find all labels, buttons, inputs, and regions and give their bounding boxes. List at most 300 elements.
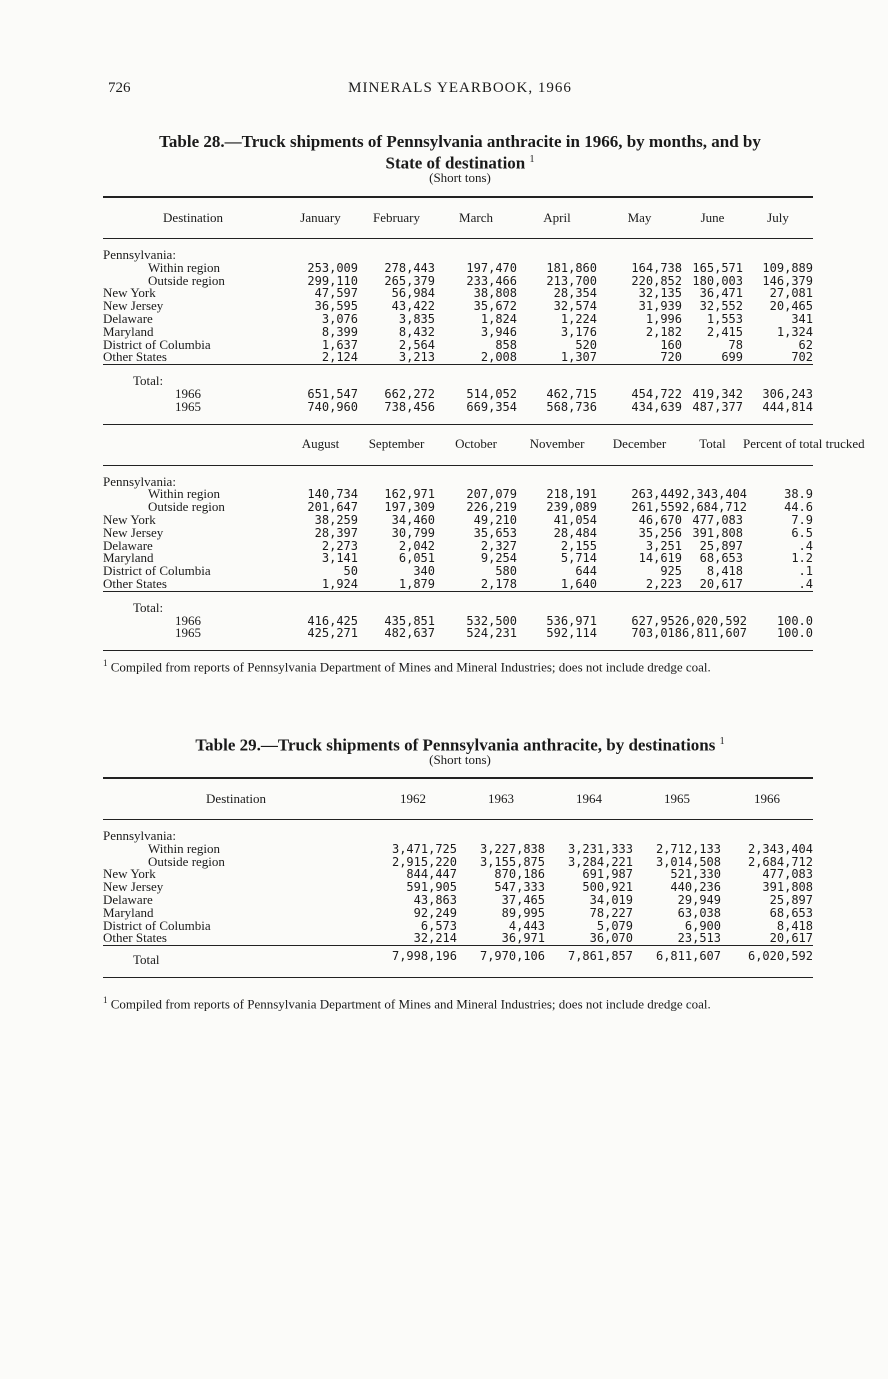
cell-value: 25,897: [769, 892, 813, 907]
cell-value: 68,653: [769, 905, 813, 920]
cell-value: 440,236: [670, 880, 721, 895]
table28-footnote-mark: 1: [529, 154, 535, 165]
spacer-cell: [633, 820, 721, 831]
cell-value: 3,231,333: [567, 841, 633, 856]
total-row: [103, 627, 813, 640]
empty-cell: [283, 602, 358, 615]
cell-value: 3,213: [398, 350, 435, 365]
spacer-cell: [597, 465, 682, 476]
column-header: May: [597, 197, 682, 239]
cell-value: 165,571: [692, 260, 743, 275]
total-header-row: [103, 602, 813, 615]
cell-value: 2,415: [706, 324, 743, 339]
cell-value: 2,564: [398, 337, 435, 352]
cell-value: 63,038: [677, 905, 721, 920]
cell-value: 1,879: [398, 576, 435, 591]
cell-value: 56,984: [391, 286, 435, 301]
year-label: 1965: [175, 625, 201, 641]
spacer-row: [103, 365, 813, 376]
spacer-cell: [103, 591, 283, 602]
cell-value: 2,273: [321, 538, 358, 553]
cell-value: 32,552: [699, 299, 743, 314]
row-label: Other States: [103, 930, 167, 946]
cell-value: 2,712,133: [655, 841, 721, 856]
spacer-cell: [597, 414, 682, 425]
cell-value: 35,672: [473, 299, 517, 314]
row-label: Within region: [148, 259, 221, 275]
cell-value: 164,738: [631, 260, 682, 275]
cell-value: 30,799: [391, 525, 435, 540]
cell-value: 36,971: [501, 931, 545, 946]
total-value: 462,715: [546, 386, 597, 401]
cell-value: 8,399: [321, 324, 358, 339]
spacer-cell: [597, 365, 682, 376]
spacer-cell: [435, 365, 517, 376]
year-label: 1965: [175, 398, 201, 414]
cell-value: 38.9: [784, 487, 813, 502]
cell-value: 68,653: [699, 551, 743, 566]
column-header: November: [517, 424, 597, 465]
row-label: New Jersey: [103, 879, 164, 895]
total-value: 7,861,857: [545, 946, 633, 967]
cell-value: 29,949: [677, 892, 721, 907]
cell-value: 547,333: [494, 880, 545, 895]
cell-value: 1.2: [791, 551, 813, 566]
spacer-cell: [103, 640, 283, 651]
spacer-cell: [682, 365, 743, 376]
total-label: Total:: [133, 373, 164, 389]
column-header: October: [435, 424, 517, 465]
cell-value: 226,219: [466, 500, 517, 515]
cell-value: 5,079: [596, 918, 633, 933]
cell-value: 109,889: [762, 260, 813, 275]
cell-value: 34,019: [589, 892, 633, 907]
total-value: 100.0: [776, 613, 813, 628]
cell-value: 2,327: [480, 538, 517, 553]
row-label: Outside region: [148, 499, 225, 515]
spacer-cell: [283, 465, 358, 476]
cell-value: 2,042: [398, 538, 435, 553]
cell-value: 32,574: [553, 299, 597, 314]
footnote-mark: 1: [103, 995, 108, 1005]
spacer-cell: [545, 967, 633, 978]
cell-value: 691,987: [582, 867, 633, 882]
row-label: Delaware: [103, 310, 153, 326]
spacer-cell: [457, 820, 545, 831]
cell-value: 1,996: [645, 311, 682, 326]
cell-value: 6.5: [791, 525, 813, 540]
spacer-cell: [545, 820, 633, 831]
row-label: District of Columbia: [103, 917, 211, 933]
group-label: Pennsylvania:: [103, 473, 176, 489]
spacer-cell: [435, 465, 517, 476]
cell-value: 1,324: [776, 324, 813, 339]
cell-value: 2,684,712: [682, 500, 748, 515]
cell-value: 2,343,404: [747, 841, 813, 856]
cell-value: 160: [660, 337, 682, 352]
cell-value: 50: [343, 564, 358, 579]
cell-value: 32,135: [638, 286, 682, 301]
cell-value: 870,186: [494, 867, 545, 882]
cell-value: 477,083: [692, 512, 743, 527]
cell-value: 2,915,220: [391, 854, 457, 869]
column-header: April: [517, 197, 597, 239]
cell-value: 8,418: [776, 918, 813, 933]
cell-value: 5,714: [560, 551, 597, 566]
footnote-mark: 1: [103, 658, 108, 668]
spacer-cell: [358, 640, 435, 651]
spacer-cell: [597, 640, 682, 651]
cell-value: 3,835: [398, 311, 435, 326]
cell-value: 702: [791, 350, 813, 365]
cell-value: 233,466: [466, 273, 517, 288]
cell-value: 3,227,838: [479, 841, 545, 856]
cell-value: 201,647: [307, 500, 358, 515]
row-label: Other States: [103, 575, 167, 591]
cell-value: 591,905: [406, 880, 457, 895]
column-header: Percent of total trucked: [743, 424, 813, 465]
spacer-cell: [682, 465, 743, 476]
cell-value: 858: [495, 337, 517, 352]
spacer-cell: [517, 239, 597, 250]
total-value: 435,851: [384, 613, 435, 628]
row-label: Within region: [148, 840, 221, 856]
spacer-cell: [283, 239, 358, 250]
table-row: [103, 894, 813, 907]
spacer-cell: [435, 239, 517, 250]
total-row: [103, 388, 813, 401]
empty-cell: [597, 602, 682, 615]
table28-title-line2: State of destination: [385, 153, 526, 173]
spacer-cell: [103, 365, 283, 376]
cell-value: 23,513: [677, 931, 721, 946]
row-label: New Jersey: [103, 524, 164, 540]
total-row: [103, 401, 813, 414]
cell-value: 500,921: [582, 880, 633, 895]
year-label: 1966: [175, 385, 201, 401]
cell-value: 644: [575, 564, 597, 579]
spacer-cell: [457, 967, 545, 978]
column-header: March: [435, 197, 517, 239]
page-number: 726: [108, 80, 131, 96]
spacer-cell: [358, 365, 435, 376]
row-label: New York: [103, 285, 156, 301]
cell-value: 47,597: [314, 286, 358, 301]
table-row: [103, 339, 813, 352]
total-value: 627,952: [631, 613, 682, 628]
spacer-cell: [721, 820, 813, 831]
cell-value: 146,379: [762, 273, 813, 288]
row-label: Maryland: [103, 323, 154, 339]
column-header: 1962: [369, 778, 457, 820]
cell-value: 2,343,404: [682, 487, 748, 502]
cell-value: 46,670: [638, 512, 682, 527]
spacer-cell: [743, 640, 813, 651]
cell-value: 580: [495, 564, 517, 579]
cell-value: 89,995: [501, 905, 545, 920]
cell-value: 6,051: [398, 551, 435, 566]
cell-value: 1,637: [321, 337, 358, 352]
cell-value: 391,808: [692, 525, 743, 540]
total-value: 524,231: [466, 626, 517, 641]
total-value: 7,998,196: [369, 946, 457, 967]
table-row: [103, 514, 813, 527]
empty-cell: [743, 602, 813, 615]
cell-value: 1,307: [560, 350, 597, 365]
cell-value: 213,700: [546, 273, 597, 288]
total-value: 536,971: [546, 613, 597, 628]
spacer-cell: [358, 465, 435, 476]
spacer-cell: [633, 967, 721, 978]
total-value: 482,637: [384, 626, 435, 641]
total-value: 425,271: [307, 626, 358, 641]
total-value: 416,425: [307, 613, 358, 628]
cell-value: 2,223: [645, 576, 682, 591]
total-value: 7,970,106: [457, 946, 545, 967]
spacer-cell: [597, 591, 682, 602]
footnote-text: Compiled from reports of Pennsylvania Department of Mines and Mineral Industries; does not include dredge coal.: [110, 996, 711, 1012]
total-value: 434,639: [631, 399, 682, 414]
spacer-cell: [435, 640, 517, 651]
cell-value: 3,176: [560, 324, 597, 339]
cell-value: 1,224: [560, 311, 597, 326]
cell-value: 207,079: [466, 487, 517, 502]
cell-value: 2,155: [560, 538, 597, 553]
cell-value: .4: [798, 576, 813, 591]
spacer-cell: [103, 414, 283, 425]
total-label: Total: [103, 946, 369, 967]
spacer-row: [103, 239, 813, 250]
empty-cell: [682, 602, 743, 615]
spacer-cell: [435, 414, 517, 425]
cell-value: 197,309: [384, 500, 435, 515]
cell-value: 3,155,875: [479, 854, 545, 869]
table28-title-line1: Table 28.—Truck shipments of Pennsylvania anthracite in 1966, by months, and by: [159, 132, 761, 151]
cell-value: 38,808: [473, 286, 517, 301]
table28-footnote: [103, 657, 813, 673]
total-value: 740,960: [307, 399, 358, 414]
cell-value: .4: [798, 538, 813, 553]
spacer-cell: [743, 414, 813, 425]
spacer-row: [103, 967, 813, 978]
total-value: 6,811,607: [633, 946, 721, 967]
spacer-cell: [743, 365, 813, 376]
cell-value: 699: [721, 350, 743, 365]
cell-value: 3,014,508: [655, 854, 721, 869]
cell-value: 27,081: [769, 286, 813, 301]
cell-value: 20,617: [699, 576, 743, 591]
cell-value: 3,141: [321, 551, 358, 566]
column-header: Destination: [103, 778, 369, 820]
group-label: Pennsylvania:: [103, 828, 176, 843]
total-value: 454,722: [631, 386, 682, 401]
cell-value: 720: [660, 350, 682, 365]
spacer-cell: [283, 640, 358, 651]
page-header: [108, 80, 812, 104]
column-header: 1966: [721, 778, 813, 820]
total-value: 568,736: [546, 399, 597, 414]
table-row: [103, 527, 813, 540]
spacer-cell: [358, 414, 435, 425]
table28-unit: (Short tons): [429, 170, 491, 185]
total-value: 738,456: [384, 399, 435, 414]
cell-value: 844,447: [406, 867, 457, 882]
cell-value: 6,900: [684, 918, 721, 933]
column-header: February: [358, 197, 435, 239]
spacer-cell: [358, 239, 435, 250]
spacer-cell: [283, 414, 358, 425]
row-label: Outside region: [148, 853, 225, 869]
cell-value: 9,254: [480, 551, 517, 566]
table29-footnote-mark: 1: [719, 736, 725, 747]
cell-value: 3,076: [321, 311, 358, 326]
cell-value: 36,070: [589, 931, 633, 946]
cell-value: 32,214: [413, 931, 457, 946]
table29-title-text: Table 29.—Truck shipments of Pennsylvania anthracite, by destinations: [195, 735, 716, 755]
cell-value: 239,089: [546, 500, 597, 515]
total-value: 6,020,592: [682, 613, 748, 628]
total-value: 487,377: [692, 399, 743, 414]
running-title: MINERALS YEARBOOK, 1966: [348, 80, 572, 96]
cell-value: 1,924: [321, 576, 358, 591]
spacer-row: [103, 414, 813, 425]
total-value: 592,114: [546, 626, 597, 641]
spacer-cell: [682, 239, 743, 250]
row-label: New Jersey: [103, 298, 164, 314]
column-header: 1963: [457, 778, 545, 820]
row-label: Delaware: [103, 537, 153, 553]
spacer-row: [103, 820, 813, 831]
cell-value: 265,379: [384, 273, 435, 288]
cell-value: 2,124: [321, 350, 358, 365]
cell-value: 3,471,725: [391, 841, 457, 856]
table-row: [103, 932, 813, 945]
cell-value: 253,009: [307, 260, 358, 275]
second-header-row: [103, 424, 813, 465]
spacer-cell: [517, 640, 597, 651]
column-header: Total: [682, 424, 743, 465]
cell-value: 520: [575, 337, 597, 352]
cell-value: 162,971: [384, 487, 435, 502]
cell-value: 14,619: [638, 551, 682, 566]
cell-value: 44.6: [784, 500, 813, 515]
spacer-cell: [369, 820, 457, 831]
cell-value: .1: [798, 564, 813, 579]
cell-value: 181,860: [546, 260, 597, 275]
total-value: 532,500: [466, 613, 517, 628]
total-value: 703,018: [631, 626, 682, 641]
spacer-cell: [743, 591, 813, 602]
cell-value: 261,559: [631, 500, 682, 515]
cell-value: 43,863: [413, 892, 457, 907]
cell-value: 25,897: [699, 538, 743, 553]
column-header: July: [743, 197, 813, 239]
column-header: June: [682, 197, 743, 239]
spacer-cell: [103, 967, 369, 978]
column-header: 1964: [545, 778, 633, 820]
spacer-row: [103, 591, 813, 602]
cell-value: 299,110: [307, 273, 358, 288]
cell-value: 2,182: [645, 324, 682, 339]
spacer-cell: [283, 365, 358, 376]
table-row: [103, 578, 813, 591]
cell-value: 391,808: [762, 880, 813, 895]
cell-value: 41,054: [553, 512, 597, 527]
spacer-row: [103, 465, 813, 476]
cell-value: 38,259: [314, 512, 358, 527]
column-header: January: [283, 197, 358, 239]
spacer-cell: [682, 414, 743, 425]
empty-header: [103, 424, 283, 465]
total-value: 514,052: [466, 386, 517, 401]
column-header: September: [358, 424, 435, 465]
cell-value: 28,397: [314, 525, 358, 540]
table28-title: [108, 133, 812, 173]
cell-value: 4,443: [508, 918, 545, 933]
spacer-cell: [597, 239, 682, 250]
table29-unit: (Short tons): [429, 752, 491, 767]
cell-value: 2,008: [480, 350, 517, 365]
total-value: 662,272: [384, 386, 435, 401]
cell-value: 340: [413, 564, 435, 579]
cell-value: 1,553: [706, 311, 743, 326]
total-value: 100.0: [776, 626, 813, 641]
cell-value: 3,946: [480, 324, 517, 339]
spacer-cell: [743, 465, 813, 476]
cell-value: 31,939: [638, 299, 682, 314]
total-label: Total:: [133, 599, 164, 615]
spacer-row: [103, 640, 813, 651]
cell-value: 36,595: [314, 299, 358, 314]
cell-value: 36,471: [699, 286, 743, 301]
cell-value: 2,684,712: [747, 854, 813, 869]
cell-value: 8,432: [398, 324, 435, 339]
table-row: [103, 351, 813, 364]
column-header: 1965: [633, 778, 721, 820]
row-label: District of Columbia: [103, 336, 211, 352]
cell-value: 49,210: [473, 512, 517, 527]
table-row: [103, 313, 813, 326]
spacer-cell: [682, 591, 743, 602]
cell-value: 278,443: [384, 260, 435, 275]
spacer-cell: [517, 414, 597, 425]
cell-value: 78: [728, 337, 743, 352]
cell-value: 521,330: [670, 867, 721, 882]
cell-value: 20,465: [769, 299, 813, 314]
spacer-cell: [682, 640, 743, 651]
row-label: Delaware: [103, 891, 153, 907]
cell-value: 6,573: [420, 918, 457, 933]
empty-cell: [358, 602, 435, 615]
row-label: Maryland: [103, 904, 154, 920]
spacer-cell: [517, 591, 597, 602]
total-value: 651,547: [307, 386, 358, 401]
total-value: 669,354: [466, 399, 517, 414]
cell-value: 477,083: [762, 867, 813, 882]
row-label: Other States: [103, 349, 167, 365]
row-label: New York: [103, 866, 156, 882]
table29: [103, 777, 813, 978]
row-label: Outside region: [148, 272, 225, 288]
cell-value: 62: [798, 337, 813, 352]
cell-value: 35,256: [638, 525, 682, 540]
cell-value: 78,227: [589, 905, 633, 920]
total-value: 6,020,592: [721, 946, 813, 967]
column-header: August: [283, 424, 358, 465]
column-header: December: [597, 424, 682, 465]
spacer-cell: [358, 591, 435, 602]
cell-value: 263,449: [631, 487, 682, 502]
